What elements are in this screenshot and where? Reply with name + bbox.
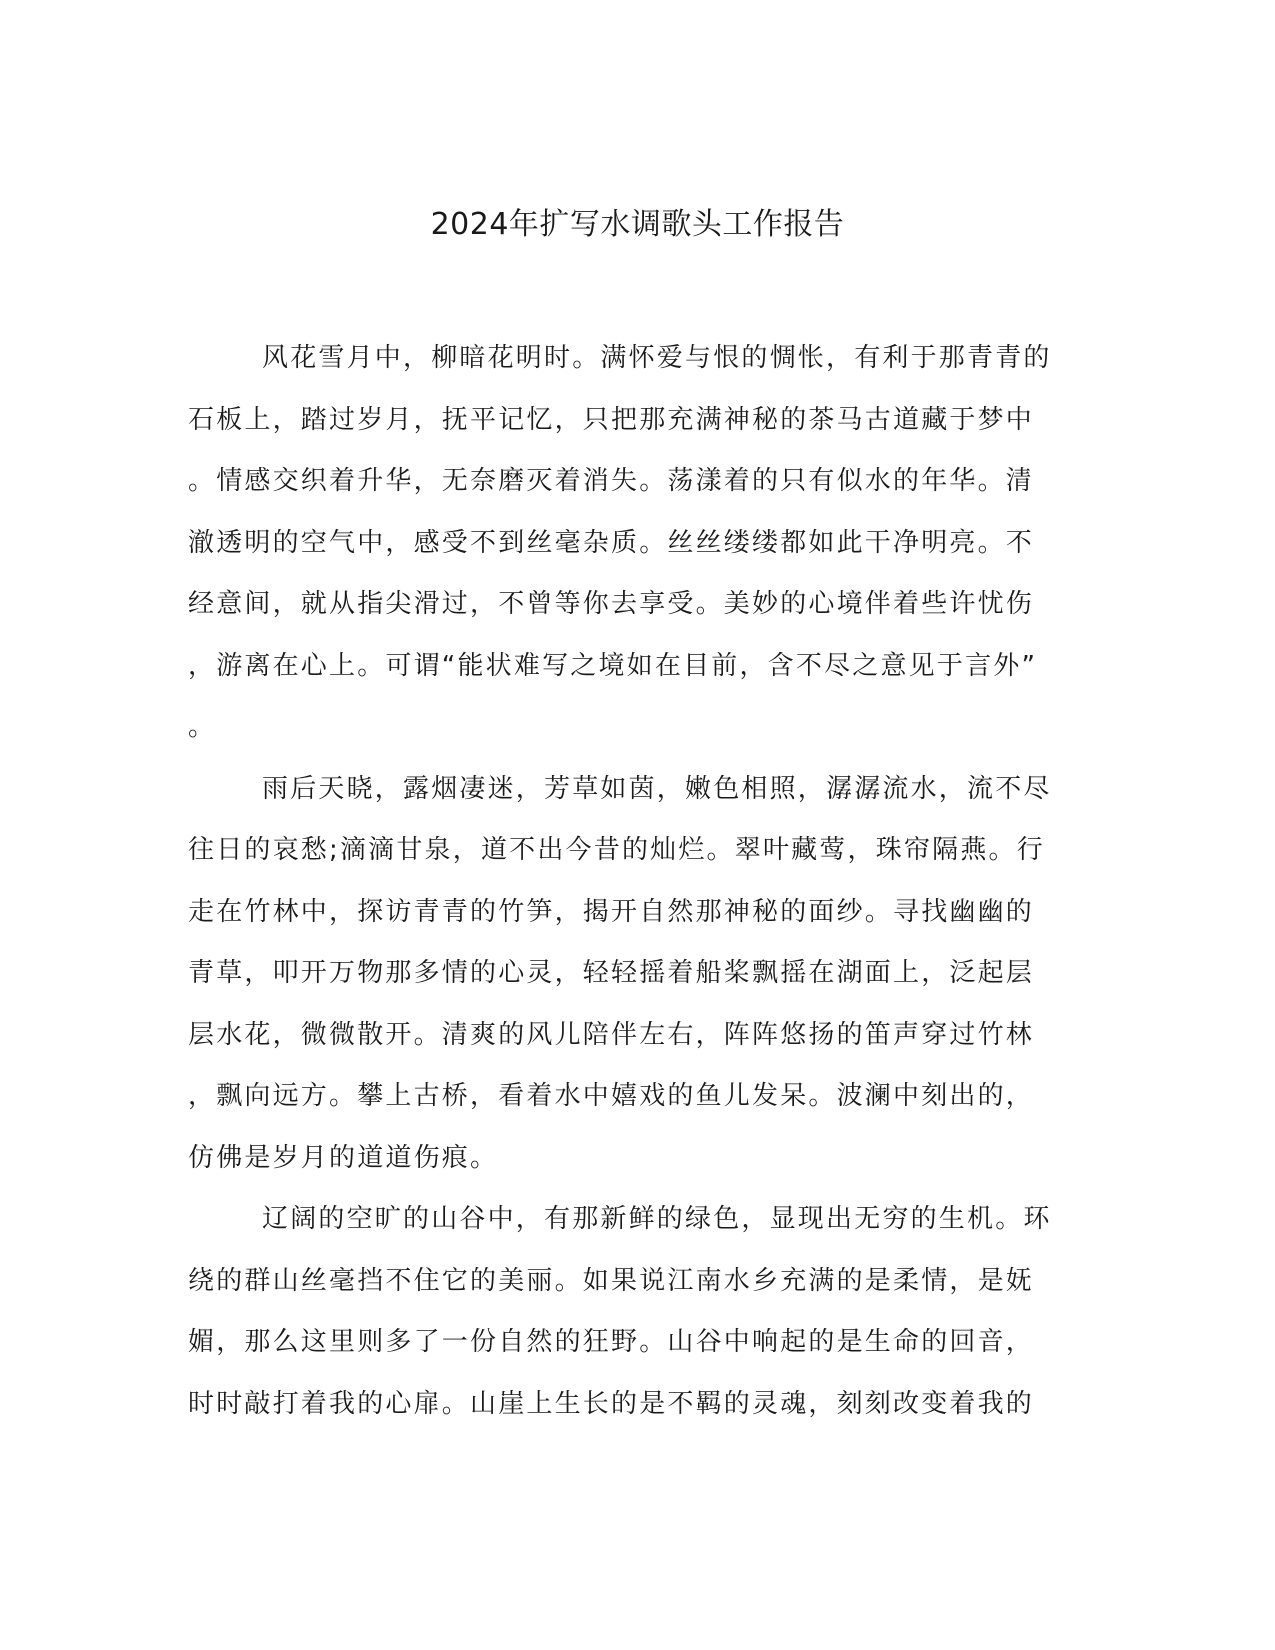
paragraph-3 [188, 1176, 1068, 1435]
paragraph-1 [188, 315, 1068, 759]
text-line: 层水花，微微散开。清爽的风儿陪伴左右，阵阵悠扬的笛声穿过竹林 [188, 1019, 1035, 1050]
text-line: 往日的哀愁;滴滴甘泉，道不出今昔的灿烂。翠叶藏莺，珠帘隔燕。行 [188, 835, 1045, 865]
text-line: 仿佛是岁月的道道伤痕。 [188, 1142, 499, 1173]
text-line: 绕的群山丝毫挡不住它的美丽。如果说江南水乡充满的是柔情，是妩 [188, 1265, 1035, 1296]
text-line: ，游离在心上。可谓“能状难写之境如在目前，含不尽之意见于言外” [188, 650, 1038, 681]
text-line: 青草，叩开万物那多情的心灵，轻轻摇着船桨飘摇在湖面上，泛起层 [188, 958, 1035, 988]
text-line: 媚，那么这里则多了一份自然的狂野。山谷中响起的是生命的回音， [188, 1327, 1035, 1357]
paragraph-2 [188, 746, 1068, 1190]
text-line: 。情感交织着升华，无奈磨灭着消失。荡漾着的只有似水的年华。清 [188, 466, 1035, 496]
text-line: 辽阔的空旷的山谷中，有那新鲜的绿色，显现出无穷的生机。环 [262, 1204, 1052, 1234]
text-line: 风花雪月中，柳暗花明时。满怀爱与恨的惆怅，有利于那青青的 [262, 343, 1052, 373]
text-line: 澈透明的空气中，感受不到丝毫杂质。丝丝缕缕都如此干净明亮。不 [188, 527, 1035, 558]
text-line: 雨后天晓，露烟凄迷，芳草如茵，嫩色相照，潺潺流水，流不尽 [262, 773, 1052, 804]
text-line: 。 [188, 712, 217, 742]
text-line: 石板上，踏过岁月，抚平记忆，只把那充满神秘的茶马古道藏于梦中 [188, 404, 1035, 435]
text-line: ，飘向远方。攀上古桥，看着水中嬉戏的鱼儿发呆。波澜中刻出的， [188, 1081, 1035, 1111]
text-line: 走在竹林中，探访青青的竹笋，揭开自然那神秘的面纱。寻找幽幽的 [188, 896, 1035, 927]
text-line: 时时敲打着我的心扉。山崖上生长的是不羁的灵魂，刻刻改变着我的 [188, 1388, 1035, 1419]
document-body [188, 328, 1068, 1435]
text-line: 经意间，就从指尖滑过，不曾等你去享受。美妙的心境伴着些许忧伤 [188, 589, 1035, 619]
document-title: 2024年扩写水调歌头工作报告 [430, 207, 845, 242]
